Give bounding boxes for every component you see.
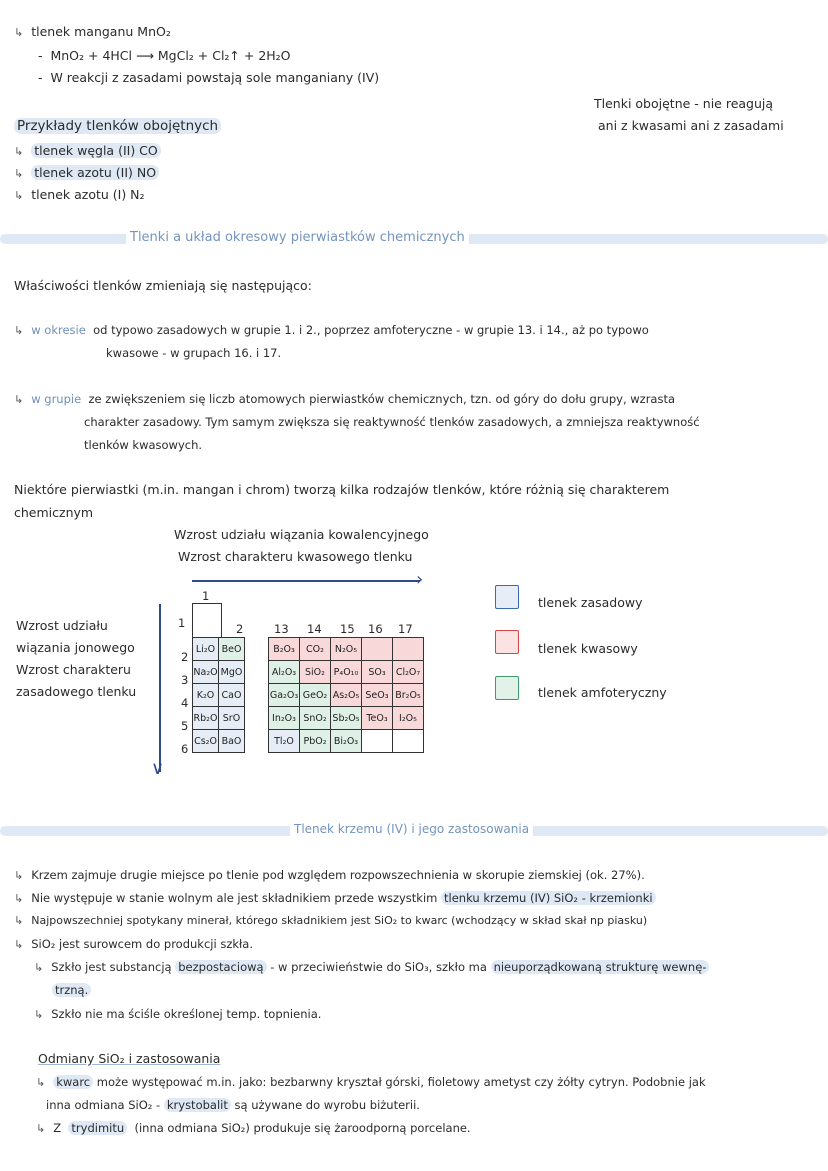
legend-swatch-zasadowy xyxy=(495,585,519,609)
mno2-title: tlenek manganu MnO₂ xyxy=(31,24,171,39)
obojetne-note-l1: Tlenki obojętne - nie reagują xyxy=(594,96,774,111)
bullet-szklo: ↳ SiO₂ jest surowcem do produkcji szkła. xyxy=(14,937,253,951)
section-1-title: Tlenki a układ okresowy pierwiastków chemicznych xyxy=(126,230,469,245)
oxide-cell xyxy=(362,638,393,661)
group-paragraph: ↳ w grupie ze zwiększeniem się liczb atomowych pierwiastków chemicznych, tzn. od góry do dołu grupy, wzrasta xyxy=(14,392,676,406)
period-1-cell xyxy=(192,603,222,638)
bullet-krzem: ↳ Krzem zajmuje drugie miejsce po tlenie pod względem rozpowszechnienia w skorupie ziemskiej (ok. 27%). xyxy=(14,868,645,882)
reaction-text: MnO₂ + 4HCl ⟶ MgCl₂ + Cl₂↑ + 2H₂O xyxy=(50,48,291,63)
group-label-2: 2 xyxy=(236,622,244,636)
group-paragraph-l3: tlenków kwasowych. xyxy=(84,438,203,452)
bullet-kwarc: ↳ Najpowszechniej spotykany minerał, którego składnikiem jest SiO₂ to kwarc (wchodzący w skład skał np piasku) xyxy=(14,914,648,927)
table-row xyxy=(193,730,245,753)
sub-bullet-bezpostaciowa-l2: trzną. xyxy=(52,983,91,997)
oxide-cell: Ga₂O₃ xyxy=(269,684,300,707)
oxide-cell: CO₂ xyxy=(300,638,331,661)
table-row xyxy=(269,661,424,684)
bullet-arrow-icon: ↳ xyxy=(14,189,24,202)
section-2-title: Tlenek krzemu (IV) i jego zastosowania xyxy=(290,822,533,836)
oxide-cell: CaO xyxy=(219,684,245,707)
oxide-cell: Rb₂O xyxy=(193,707,219,730)
mno2-reaction: - MnO₂ + 4HCl ⟶ MgCl₂ + Cl₂↑ + 2H₂O xyxy=(38,48,291,63)
oxide-cell: SnO₂ xyxy=(300,707,331,730)
oxide-cell: Na₂O xyxy=(193,661,219,684)
legend-swatch-kwasowy xyxy=(495,630,519,654)
group-label-16: 16 xyxy=(368,622,383,636)
legend-label-amfoteryczny: tlenek amfoteryczny xyxy=(538,685,667,700)
oxide-cell: In₂O₃ xyxy=(269,707,300,730)
bullet-arrow-icon: ↳ xyxy=(14,914,24,927)
arrow-down-icon: ∨ xyxy=(151,758,165,779)
oxide-cell: PbO₂ xyxy=(300,730,331,753)
period-label-1: 1 xyxy=(178,616,186,630)
table-row xyxy=(269,707,424,730)
oxide-cell: B₂O₃ xyxy=(269,638,300,661)
bullet-arrow-icon: ↳ xyxy=(14,324,24,337)
group-label-15: 15 xyxy=(340,622,355,636)
bullet-arrow-icon: ↳ xyxy=(34,961,44,974)
vertical-arrow-line xyxy=(159,604,161,772)
bullet-wystepowanie: ↳ Nie występuje w stanie wolnym ale jest składnikiem przede wszystkim tlenku krzemu (IV) SiO₂ - krzemionki xyxy=(14,891,656,905)
period-label-4: 4 xyxy=(181,696,189,710)
oxide-cell xyxy=(393,730,424,753)
legend-label-kwasowy: tlenek kwasowy xyxy=(538,641,638,656)
bullet-arrow-icon: ↳ xyxy=(14,167,24,180)
bullet-arrow-icon: ↳ xyxy=(14,26,24,39)
bullet-trydimit: ↳ Z trydimitu (inna odmiana SiO₂) produkuje się żaroodporną porcelane. xyxy=(36,1121,471,1135)
group-label-1: 1 xyxy=(202,589,210,603)
group-label-17: 17 xyxy=(398,622,413,636)
diagram-left-label-1: Wzrost udziału xyxy=(16,618,108,633)
bullet-arrow-icon: ↳ xyxy=(14,938,24,951)
obojetne-note-l2: ani z kwasami ani z zasadami xyxy=(598,118,784,133)
diagram-left-label-3: Wzrost charakteru xyxy=(16,662,131,677)
some-elements-l2: chemicznym xyxy=(14,505,94,520)
sub-bullet-temp: ↳ Szkło nie ma ściśle określonej temp. topnienia. xyxy=(34,1007,322,1021)
horizontal-arrow-line xyxy=(192,580,420,582)
odmiany-heading: Odmiany SiO₂ i zastosowania xyxy=(38,1051,221,1066)
oxide-cell: BaO xyxy=(219,730,245,753)
oxide-cell: MgO xyxy=(219,661,245,684)
obojetne-item-2: ↳ tlenek azotu (II) NO xyxy=(14,165,159,180)
oxide-cell: Sb₂O₅ xyxy=(331,707,362,730)
period-paragraph: ↳ w okresie od typowo zasadowych w grupie 1. i 2., poprzez amfoteryczne - w grupie 13. i 14., aż po typowo xyxy=(14,323,649,337)
oxide-cell: SO₃ xyxy=(362,661,393,684)
table-row xyxy=(269,730,424,753)
oxide-cell: SeO₃ xyxy=(362,684,393,707)
table-row xyxy=(193,684,245,707)
legend-swatch-amfoteryczny xyxy=(495,676,519,700)
diagram-left-label-4: zasadowego tlenku xyxy=(16,684,137,699)
bullet-arrow-icon: ↳ xyxy=(36,1076,46,1089)
bullet-arrow-icon: ↳ xyxy=(14,145,24,158)
oxide-cell: P₄O₁₀ xyxy=(331,661,362,684)
bullet-kwarc-odmiany-l2: inna odmiana SiO₂ - krystobalit są używane do wyrobu biżuterii. xyxy=(46,1098,420,1112)
legend-label-zasadowy: tlenek zasadowy xyxy=(538,595,643,610)
period-label-2: 2 xyxy=(181,650,189,664)
group-paragraph-l2: charakter zasadowy. Tym samym zwiększa się reaktywność tlenków zasadowych, a zmniejsza reaktywność xyxy=(84,415,700,429)
bullet-arrow-icon: ↳ xyxy=(36,1122,46,1135)
oxide-cell: As₂O₅ xyxy=(331,684,362,707)
bullet-kwarc-odmiany: ↳ kwarc może występować m.in. jako: bezbarwny kryształ górski, fioletowy ametyst czy żółty cytryn. Podobnie jak xyxy=(36,1075,706,1089)
bullet-arrow-icon: ↳ xyxy=(14,393,24,406)
some-elements-l1: Niektóre pierwiastki (m.in. mangan i chrom) tworzą kilka rodzajów tlenków, które różnią się charakterem xyxy=(14,482,670,497)
table-groups-1-2 xyxy=(192,637,245,753)
oxide-cell: Bi₂O₃ xyxy=(331,730,362,753)
oxide-cell: BeO xyxy=(219,638,245,661)
oxide-cell: SrO xyxy=(219,707,245,730)
group-label-14: 14 xyxy=(307,622,322,636)
diagram-left-label-2: wiązania jonowego xyxy=(16,640,135,655)
table-row xyxy=(193,707,245,730)
oxide-cell: K₂O xyxy=(193,684,219,707)
table-row xyxy=(193,661,245,684)
table-row xyxy=(269,684,424,707)
obojetne-item-3: ↳ tlenek azotu (I) N₂ xyxy=(14,187,145,202)
diagram-top-label-1: Wzrost udziału wiązania kowalencyjnego xyxy=(174,527,429,542)
oxide-cell: GeO₂ xyxy=(300,684,331,707)
bullet-arrow-icon: ↳ xyxy=(14,869,24,882)
oxide-cell: N₂O₅ xyxy=(331,638,362,661)
oxide-cell: Cl₂O₇ xyxy=(393,661,424,684)
oxide-cell: Al₂O₃ xyxy=(269,661,300,684)
table-row xyxy=(193,638,245,661)
oxide-cell xyxy=(362,730,393,753)
mno2-line xyxy=(14,24,171,39)
mno2-note: - W reakcji z zasadami powstają sole manganiany (IV) xyxy=(38,70,380,85)
oxide-cell: Li₂O xyxy=(193,638,219,661)
sub-bullet-bezpostaciowa: ↳ Szkło jest substancją bezpostaciową - w przeciwieństwie do SiO₃, szkło ma nieuporządkowaną strukturę wewnę- xyxy=(34,960,709,974)
period-paragraph-l2: kwasowe - w grupach 16. i 17. xyxy=(106,346,282,360)
obojetne-heading: Przykłady tlenków obojętnych xyxy=(14,118,221,134)
oxide-cell: Tl₂O xyxy=(269,730,300,753)
oxide-cell: TeO₃ xyxy=(362,707,393,730)
mno2-note-text: W reakcji z zasadami powstają sole manganiany (IV) xyxy=(50,70,380,85)
table-groups-13-17 xyxy=(268,637,424,753)
table-row xyxy=(269,638,424,661)
oxide-cell: I₂O₅ xyxy=(393,707,424,730)
bullet-arrow-icon: ↳ xyxy=(34,1008,44,1021)
oxide-cell xyxy=(393,638,424,661)
oxide-cell: Br₂O₅ xyxy=(393,684,424,707)
obojetne-item-1: ↳ tlenek węgla (II) CO xyxy=(14,143,161,158)
bullet-arrow-icon: ↳ xyxy=(14,892,24,905)
diagram-top-label-2: Wzrost charakteru kwasowego tlenku xyxy=(178,549,413,564)
section-1-intro: Właściwości tlenków zmieniają się następująco: xyxy=(14,278,312,293)
group-label-13: 13 xyxy=(274,622,289,636)
period-label-5: 5 xyxy=(181,719,189,733)
period-label-3: 3 xyxy=(181,673,189,687)
arrow-right-icon: › xyxy=(416,569,424,590)
oxide-cell: SiO₂ xyxy=(300,661,331,684)
period-label-6: 6 xyxy=(181,742,189,756)
oxide-cell: Cs₂O xyxy=(193,730,219,753)
